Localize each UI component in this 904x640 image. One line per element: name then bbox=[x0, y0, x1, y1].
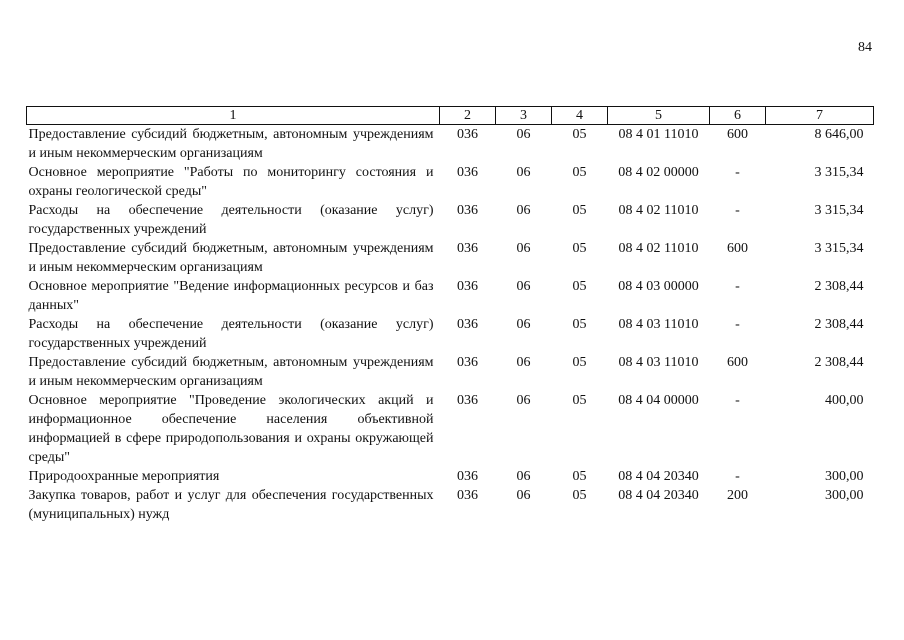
row-name: Основное мероприятие "Ведение информационных ресурсов и баз данных" bbox=[28, 279, 434, 313]
row-section-code: 06 bbox=[516, 393, 531, 408]
row-subsection-code: 05 bbox=[572, 279, 587, 294]
table-row bbox=[27, 125, 874, 164]
row-subsection-code: 05 bbox=[572, 488, 587, 503]
header-cell-5: 5 bbox=[608, 107, 710, 125]
row-target-article: 08 4 03 00000 bbox=[618, 279, 699, 294]
row-section-code: 06 bbox=[516, 488, 531, 503]
row-expense-type: 600 bbox=[727, 355, 748, 370]
header-cell-7: 7 bbox=[766, 107, 874, 125]
row-target-article: 08 4 02 11010 bbox=[618, 203, 699, 218]
row-section-code: 06 bbox=[516, 317, 531, 332]
row-ministry-code: 036 bbox=[457, 203, 478, 218]
row-amount: 3 315,34 bbox=[814, 241, 864, 256]
row-amount: 2 308,44 bbox=[814, 355, 864, 370]
row-ministry-code: 036 bbox=[457, 355, 478, 370]
row-ministry-code: 036 bbox=[457, 393, 478, 408]
row-ministry-code: 036 bbox=[457, 317, 478, 332]
row-subsection-code: 05 bbox=[572, 165, 587, 180]
table-row bbox=[27, 163, 874, 201]
row-ministry-code: 036 bbox=[457, 469, 478, 484]
table-row bbox=[27, 353, 874, 391]
row-name: Расходы на обеспечение деятельности (оказание услуг) государственных учреждений bbox=[28, 317, 434, 351]
row-expense-type: - bbox=[735, 203, 740, 218]
row-ministry-code: 036 bbox=[457, 127, 478, 142]
row-subsection-code: 05 bbox=[572, 469, 587, 484]
row-section-code: 06 bbox=[516, 279, 531, 294]
row-target-article: 08 4 03 11010 bbox=[618, 317, 699, 332]
row-target-article: 08 4 02 11010 bbox=[618, 241, 699, 256]
row-ministry-code: 036 bbox=[457, 279, 478, 294]
row-target-article: 08 4 01 11010 bbox=[618, 127, 699, 142]
row-amount: 8 646,00 bbox=[814, 127, 864, 142]
row-section-code: 06 bbox=[516, 165, 531, 180]
row-section-code: 06 bbox=[516, 241, 531, 256]
page-number: 84 bbox=[858, 40, 872, 55]
table-row bbox=[27, 201, 874, 239]
header-cell-6: 6 bbox=[710, 107, 766, 125]
row-target-article: 08 4 02 00000 bbox=[618, 165, 699, 180]
row-subsection-code: 05 bbox=[572, 127, 587, 142]
row-expense-type: 600 bbox=[727, 241, 748, 256]
row-name: Основное мероприятие "Работы по мониторингу состояния и охраны геологической среды" bbox=[28, 165, 434, 199]
row-amount: 400,00 bbox=[825, 393, 864, 408]
row-expense-type: - bbox=[735, 279, 740, 294]
row-section-code: 06 bbox=[516, 203, 531, 218]
row-expense-type: - bbox=[735, 317, 740, 332]
row-subsection-code: 05 bbox=[572, 317, 587, 332]
row-target-article: 08 4 04 20340 bbox=[618, 469, 699, 484]
row-name: Расходы на обеспечение деятельности (оказание услуг) государственных учреждений bbox=[28, 203, 434, 237]
row-section-code: 06 bbox=[516, 355, 531, 370]
header-cell-3: 3 bbox=[496, 107, 552, 125]
row-expense-type: - bbox=[735, 393, 740, 408]
row-section-code: 06 bbox=[516, 127, 531, 142]
row-ministry-code: 036 bbox=[457, 165, 478, 180]
row-section-code: 06 bbox=[516, 469, 531, 484]
header-row bbox=[27, 107, 874, 125]
row-expense-type: - bbox=[735, 165, 740, 180]
row-name: Предоставление субсидий бюджетным, автономным учреждениям и иным некоммерческим организациям bbox=[28, 241, 434, 275]
row-subsection-code: 05 bbox=[572, 393, 587, 408]
row-expense-type: 200 bbox=[727, 488, 748, 503]
header-cell-4: 4 bbox=[552, 107, 608, 125]
row-amount: 300,00 bbox=[825, 469, 864, 484]
row-subsection-code: 05 bbox=[572, 241, 587, 256]
table-row bbox=[27, 467, 874, 486]
header-cell-1: 1 bbox=[27, 107, 440, 125]
table-row bbox=[27, 277, 874, 315]
row-name: Основное мероприятие "Проведение экологических акций и информационное обеспечение населения объективной информацией в сфере природопользования и охраны окружающей среды" bbox=[28, 393, 434, 465]
table-row bbox=[27, 486, 874, 524]
row-ministry-code: 036 bbox=[457, 488, 478, 503]
row-ministry-code: 036 bbox=[457, 241, 478, 256]
budget-table bbox=[26, 106, 874, 524]
row-expense-type: - bbox=[735, 469, 740, 484]
row-target-article: 08 4 04 20340 bbox=[618, 488, 699, 503]
row-amount: 3 315,34 bbox=[814, 165, 864, 180]
row-name: Природоохранные мероприятия bbox=[28, 469, 220, 484]
row-amount: 300,00 bbox=[825, 488, 864, 503]
row-name: Предоставление субсидий бюджетным, автономным учреждениям и иным некоммерческим организациям bbox=[28, 127, 434, 161]
row-subsection-code: 05 bbox=[572, 203, 587, 218]
row-name: Закупка товаров, работ и услуг для обеспечения государственных (муниципальных) нужд bbox=[28, 488, 434, 522]
row-amount: 3 315,34 bbox=[814, 203, 864, 218]
row-target-article: 08 4 04 00000 bbox=[618, 393, 699, 408]
row-expense-type: 600 bbox=[727, 127, 748, 142]
row-subsection-code: 05 bbox=[572, 355, 587, 370]
row-target-article: 08 4 03 11010 bbox=[618, 355, 699, 370]
row-amount: 2 308,44 bbox=[814, 279, 864, 294]
header-cell-2: 2 bbox=[440, 107, 496, 125]
table-row bbox=[27, 315, 874, 353]
row-amount: 2 308,44 bbox=[814, 317, 864, 332]
table-row bbox=[27, 239, 874, 277]
row-name: Предоставление субсидий бюджетным, автономным учреждениям и иным некоммерческим организациям bbox=[28, 355, 434, 389]
table-row bbox=[27, 391, 874, 467]
